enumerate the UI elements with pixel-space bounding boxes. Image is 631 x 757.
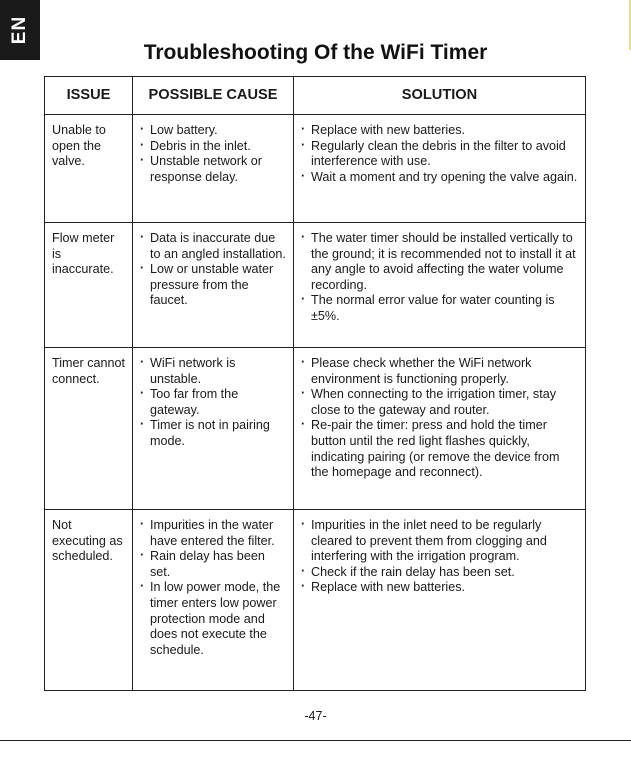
table-row: [45, 348, 586, 510]
cause-item: · WiFi network is unstable.: [140, 356, 287, 387]
footer-divider: [0, 740, 631, 741]
solution-item: · Regularly clean the debris in the filter to avoid interference with use.: [301, 139, 579, 170]
cause-item: · Unstable network or response delay.: [140, 154, 287, 185]
troubleshooting-table: [44, 76, 586, 691]
solution-item: · Please check whether the WiFi network environment is functioning properly.: [301, 356, 579, 387]
table-header-row: [45, 77, 586, 115]
header-possible-cause: POSSIBLE CAUSE: [133, 77, 294, 115]
cause-item: · Impurities in the water have entered the filter.: [140, 518, 287, 549]
cause-cell: [133, 348, 294, 510]
page-number: -47-: [304, 709, 327, 723]
issue-cell: Unable to open the valve.: [45, 115, 133, 223]
solution-item: · Replace with new batteries.: [301, 580, 579, 596]
header-solution: SOLUTION: [294, 77, 586, 115]
cause-item: · Too far from the gateway.: [140, 387, 287, 418]
cause-cell: [133, 510, 294, 691]
issue-cell: Timer cannot connect.: [45, 348, 133, 510]
solution-cell: [294, 348, 586, 510]
header-issue: ISSUE: [45, 77, 133, 115]
issue-cell: Not executing as scheduled.: [45, 510, 133, 691]
cause-item: · In low power mode, the timer enters low power protection mode and does not execute the schedule.: [140, 580, 287, 658]
cause-item: · Rain delay has been set.: [140, 549, 287, 580]
cause-item: · Low battery.: [140, 123, 287, 139]
solution-cell: [294, 115, 586, 223]
solution-item: · Check if the rain delay has been set.: [301, 565, 579, 581]
table-row: [45, 223, 586, 348]
solution-item: · The water timer should be installed vertically to the ground; it is recommended not to install it at any angle to avoid affecting the water volume recording.: [301, 231, 579, 293]
solution-item: · Impurities in the inlet need to be regularly cleared to prevent them from clogging and interfering with the irrigation program.: [301, 518, 579, 565]
solution-item: · Replace with new batteries.: [301, 123, 579, 139]
cause-cell: [133, 115, 294, 223]
solution-cell: [294, 510, 586, 691]
language-label: EN: [9, 15, 30, 45]
cause-item: · Low or unstable water pressure from the faucet.: [140, 262, 287, 309]
solution-item: · When connecting to the irrigation timer, stay close to the gateway and router.: [301, 387, 579, 418]
solution-cell: [294, 223, 586, 348]
table-row: [45, 510, 586, 691]
table-row: [45, 115, 586, 223]
cause-item: · Data is inaccurate due to an angled installation.: [140, 231, 287, 262]
solution-item: · Re-pair the timer: press and hold the timer button until the red light flashes quickly, indicating pairing (or remove the device from the homepage and reconnect).: [301, 418, 579, 480]
issue-cell: Flow meter is inaccurate.: [45, 223, 133, 348]
solution-item: · The normal error value for water counting is ±5%.: [301, 293, 579, 324]
cause-item: · Debris in the inlet.: [140, 139, 287, 155]
page-title: Troubleshooting Of the WiFi Timer: [143, 41, 488, 64]
cause-item: · Timer is not in pairing mode.: [140, 418, 287, 449]
solution-item: · Wait a moment and try opening the valve again.: [301, 170, 579, 186]
cause-cell: [133, 223, 294, 348]
